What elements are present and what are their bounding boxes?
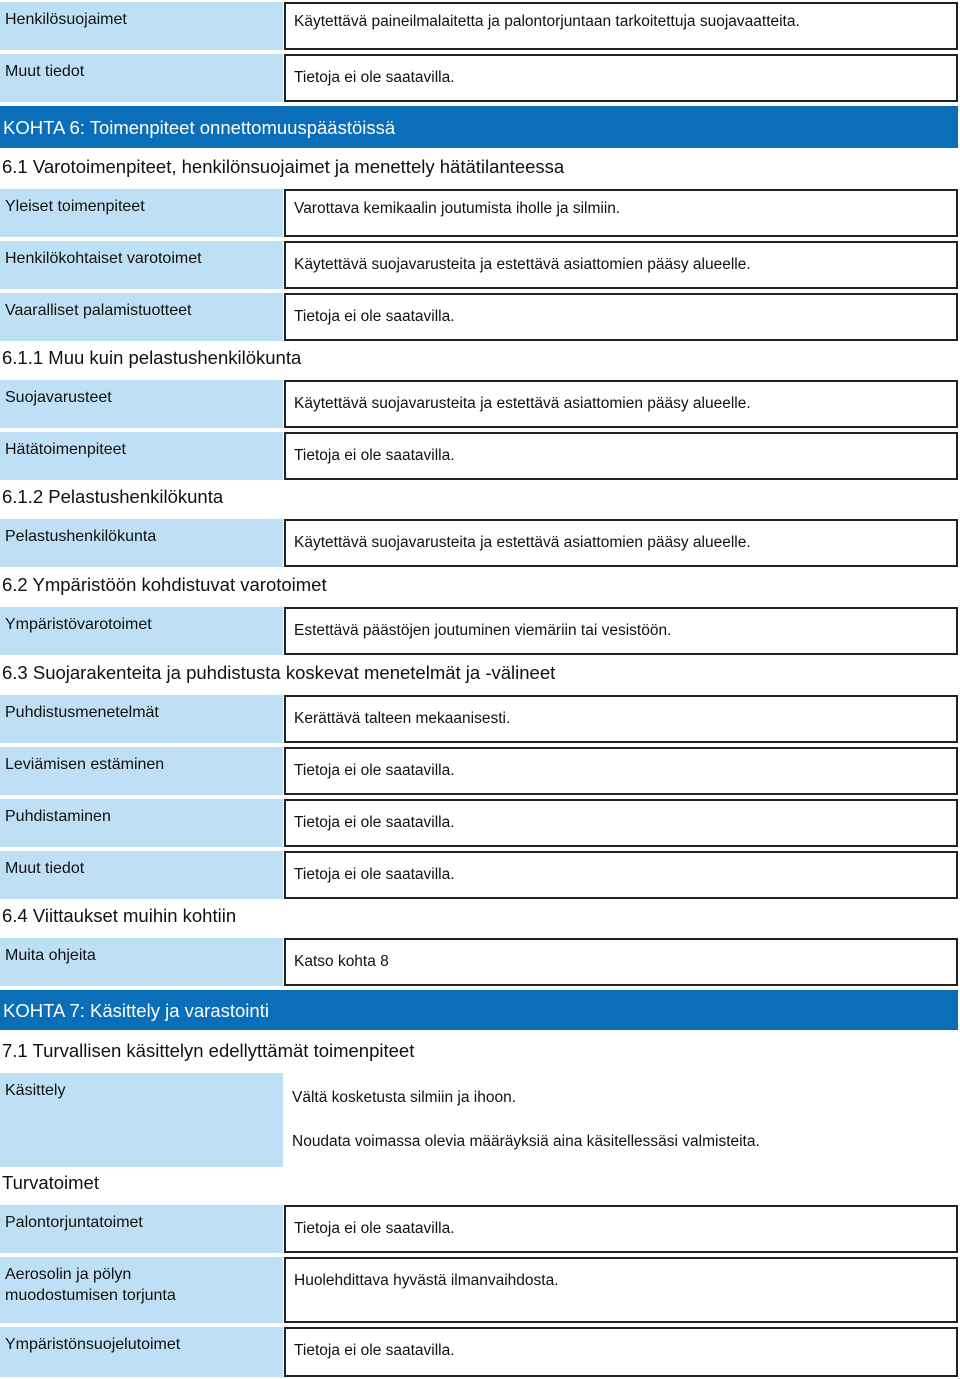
subsection-6-1-2-heading: 6.1.2 Pelastushenkilökunta: [2, 486, 224, 507]
row-value: Varottava kemikaalin joutumista iholle ja silmiin.: [284, 189, 958, 237]
row-value: Tietoja ei ole saatavilla.: [284, 799, 958, 847]
row-label: Aerosolin ja pölyn muodostumisen torjunta: [0, 1257, 283, 1323]
row-emergency-responders: [0, 519, 958, 567]
row-label: Muita ohjeita: [0, 938, 283, 986]
row-other-instructions: [0, 938, 958, 986]
row-aerosol-dust-prevention: [0, 1257, 958, 1323]
row-label: Ympäristönsuojelutoimet: [0, 1327, 283, 1377]
row-general-measures: [0, 189, 958, 237]
section-6-heading: KOHTA 6: Toimenpiteet onnettomuuspäästöissä: [0, 106, 958, 148]
row-label: Muut tiedot: [0, 851, 283, 899]
row-cleanup-methods: [0, 695, 958, 743]
row-label: Puhdistusmenetelmät: [0, 695, 283, 743]
row-value: Tietoja ei ole saatavilla.: [284, 293, 958, 341]
row-label: Leviämisen estäminen: [0, 747, 283, 795]
row-value: Katso kohta 8: [284, 938, 958, 986]
row-value: Tietoja ei ole saatavilla.: [284, 747, 958, 795]
row-ppe: [0, 2, 958, 50]
row-value: Tietoja ei ole saatavilla.: [284, 851, 958, 899]
row-label: Puhdistaminen: [0, 799, 283, 847]
handling-value: Vältä kosketusta silmiin ja ihoon.: [292, 1089, 517, 1106]
row-containment: [0, 747, 958, 795]
row-value: Käytettävä suojavarusteita ja estettävä asiattomien pääsy alueelle.: [284, 519, 958, 567]
row-label: Pelastushenkilökunta: [0, 519, 283, 567]
row-value: Käytettävä suojavarusteita ja estettävä asiattomien pääsy alueelle.: [284, 241, 958, 289]
row-label: Henkilösuojaimet: [0, 2, 283, 50]
row-value: Estettävä päästöjen joutuminen viemäriin tai vesistöön.: [284, 607, 958, 655]
handling-value-2: Noudata voimassa olevia määräyksiä aina käsitellessäsi valmisteita.: [292, 1133, 760, 1150]
row-value: Tietoja ei ole saatavilla.: [284, 1327, 958, 1377]
row-label: Vaaralliset palamistuotteet: [0, 293, 283, 341]
subsection-6-1-1-heading: 6.1.1 Muu kuin pelastushenkilökunta: [2, 347, 302, 368]
row-label: Suojavarusteet: [0, 380, 283, 428]
row-protective-equipment: [0, 380, 958, 428]
row-cleaning: [0, 799, 958, 847]
subsection-6-1-heading: 6.1 Varotoimenpiteet, henkilönsuojaimet ja menettely hätätilanteessa: [2, 156, 565, 177]
row-label: Henkilökohtaiset varotoimet: [0, 241, 283, 289]
safety-measures-heading: Turvatoimet: [2, 1172, 99, 1193]
subsection-7-1-heading: 7.1 Turvallisen käsittelyn edellyttämät toimenpiteet: [2, 1040, 415, 1061]
row-value: Tietoja ei ole saatavilla.: [284, 54, 958, 102]
row-personal-precautions: [0, 241, 958, 289]
row-label: Hätätoimenpiteet: [0, 432, 283, 480]
subsection-6-4-heading: 6.4 Viittaukset muihin kohtiin: [2, 905, 237, 926]
row-value: Huolehdittava hyvästä ilmanvaihdosta.: [284, 1257, 958, 1323]
row-value: Käytettävä suojavarusteita ja estettävä asiattomien pääsy alueelle.: [284, 380, 958, 428]
section-7-heading: KOHTA 7: Käsittely ja varastointi: [0, 990, 958, 1030]
row-label: Palontorjuntatoimet: [0, 1205, 283, 1253]
row-label: Ympäristövarotoimet: [0, 607, 283, 655]
row-other-info-1: [0, 54, 958, 102]
row-other-info-2: [0, 851, 958, 899]
row-label: Yleiset toimenpiteet: [0, 189, 283, 237]
subsection-6-3-heading: 6.3 Suojarakenteita ja puhdistusta koskevat menetelmät ja -välineet: [2, 662, 556, 683]
row-emergency-procedures: [0, 432, 958, 480]
row-value: Tietoja ei ole saatavilla.: [284, 1205, 958, 1253]
row-value: Käytettävä paineilmalaitetta ja palontorjuntaan tarkoitettuja suojavaatteita.: [284, 2, 958, 50]
row-label: Käsittely: [0, 1073, 283, 1167]
row-environmental-precautions: [0, 607, 958, 655]
row-value: Kerättävä talteen mekaanisesti.: [284, 695, 958, 743]
row-environmental-protection: [0, 1327, 958, 1377]
row-fire-prevention: [0, 1205, 958, 1253]
row-label: Muut tiedot: [0, 54, 283, 102]
row-combustion-products: [0, 293, 958, 341]
row-value: Tietoja ei ole saatavilla.: [284, 432, 958, 480]
subsection-6-2-heading: 6.2 Ympäristöön kohdistuvat varotoimet: [2, 574, 327, 595]
